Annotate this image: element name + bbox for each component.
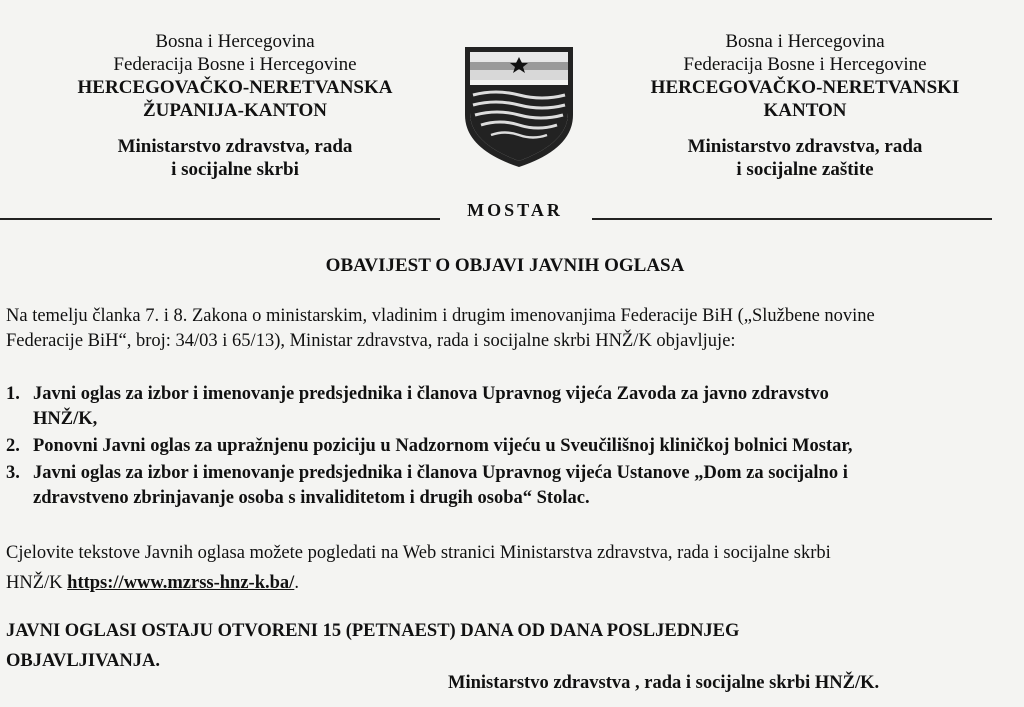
list-item-line-1: Javni oglas za izbor i imenovanje predsjednika i članova Upravnog vijeća Zavoda za javno zdravstvo [33, 384, 829, 404]
canton-name-left: HERCEGOVAČKO-NERETVANSKA [77, 77, 393, 98]
note-line-2 [6, 568, 1016, 598]
list-item-line-2: zdravstveno zbrinjavanje osoba s invaliditetom i drugih osoba“ Stolac. [33, 488, 590, 508]
city-name: MOSTAR [467, 200, 563, 220]
closing-line-1: JAVNI OGLASI OSTAJU OTVORENI 15 (PETNAEST) DANA OD DANA POSLJEDNJEG [6, 621, 740, 641]
note-suffix: . [294, 573, 299, 593]
document-title: OBAVIJEST O OBJAVI JAVNIH OGLASA [325, 255, 685, 276]
header-right [590, 30, 1020, 181]
country-name-left: Bosna i Hercegovina [155, 31, 315, 52]
list-item-number: 1. [6, 384, 20, 404]
intro-line-1: Na temelju članka 7. i 8. Zakona o ministarskim, vladinim i drugim imenovanjima Federacije BiH („Službene novine [6, 306, 875, 326]
note-prefix: HNŽ/K [6, 573, 68, 593]
intro-paragraph [6, 304, 1006, 354]
closing-notice [6, 616, 1016, 676]
list-item [6, 434, 1016, 459]
list-item-number: 3. [6, 463, 20, 483]
list-item-number: 2. [6, 436, 20, 456]
header-rule-left [0, 218, 440, 220]
header-rule-right [592, 218, 992, 220]
list-item [6, 461, 1016, 511]
canton-type-right: KANTON [763, 100, 847, 121]
closing-line-2: OBJAVLJIVANJA. [6, 651, 161, 671]
list-item-text [33, 461, 848, 511]
list-item-line-1: Javni oglas za izbor i imenovanje predsjednika i članova Upravnog vijeća Ustanove „Dom za socijalno i [33, 463, 848, 483]
header-left [20, 30, 450, 181]
federation-name-right: Federacija Bosne i Hercegovine [683, 54, 927, 75]
list-item-line-1: Ponovni Javni oglas za upražnjenu poziciju u Nadzornom vijeću u Sveučilišnoj kliničkoj bolnici Mostar, [33, 436, 853, 456]
coat-of-arms-icon [461, 45, 577, 169]
intro-line-2: Federacije BiH“, broj: 34/03 i 65/13), Ministar zdravstva, rada i socijalne skrbi HNŽ/K objavljuje: [6, 331, 736, 351]
country-name-right: Bosna i Hercegovina [725, 31, 885, 52]
list-item-line-2: HNŽ/K, [33, 409, 98, 429]
ministry-name-right-2: i socijalne zaštite [736, 159, 874, 180]
ministry-website-link[interactable]: https://www.mzrss-hnz-k.ba/ [67, 573, 295, 593]
list-item-text [33, 382, 829, 432]
ministry-name-left: Ministarstvo zdravstva, rada [117, 136, 353, 157]
list-item-text [33, 434, 853, 459]
canton-name-right: HERCEGOVAČKO-NERETVANSKI [650, 77, 960, 98]
list-item [6, 382, 1016, 432]
ministry-name-right: Ministarstvo zdravstva, rada [687, 136, 923, 157]
note-paragraph [6, 538, 1016, 598]
ministry-name-left-2: i socijalne skrbi [171, 159, 299, 180]
federation-name-left: Federacija Bosne i Hercegovine [113, 54, 357, 75]
note-line-1: Cjelovite tekstove Javnih oglasa možete pogledati na Web stranici Ministarstva zdravstva, rada i socijalne skrbi [6, 543, 831, 563]
canton-type-left: ŽUPANIJA-KANTON [142, 100, 328, 121]
signature: Ministarstvo zdravstva , rada i socijalne skrbi HNŽ/K. [448, 673, 880, 693]
